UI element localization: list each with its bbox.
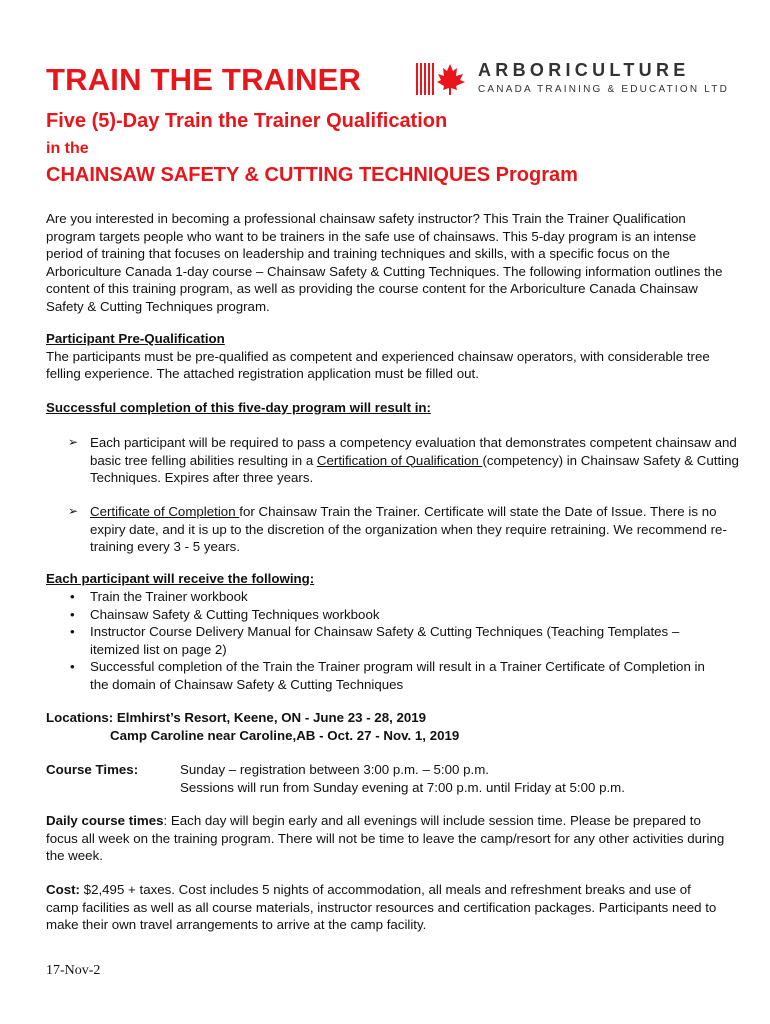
prequalification-text: The participants must be pre-qualified as competent and experienced chainsaw operators, with considerable tree felling experience. The attached registration application must be filled out. (46, 348, 710, 382)
course-times-line: Sessions will run from Sunday evening at 7:00 p.m. until Friday at 5:00 p.m. (180, 779, 625, 795)
company-logo (416, 60, 736, 100)
cost-paragraph (46, 881, 726, 934)
list-item-text: Chainsaw Safety & Cutting Techniques workbook (90, 606, 380, 622)
bullet-icon: • (70, 606, 75, 622)
logo-subtitle: CANADA TRAINING & EDUCATION LTD (478, 84, 730, 95)
bullet-icon: • (70, 589, 75, 604)
list-item-text: Successful completion of the Train the Trainer program will result in a Trainer Certificate of Completion in the domain of Chainsaw Safety & Cutting Techniques (90, 659, 705, 692)
certification-of-qualification-link: Certification of Qualification (316, 452, 483, 468)
cost-text: $2,495 + taxes. Cost includes 5 nights of accommodation, all meals and refreshment breaks and use of camp facilities as well as all course materials, instructor resources and certification packages. Participants need to make their own travel arrangements to arrive at the camp facility. (46, 882, 717, 933)
prequalification-section (46, 330, 726, 383)
list-item (68, 606, 724, 624)
receive-list (68, 588, 724, 694)
page-title: TRAIN THE TRAINER (46, 62, 362, 97)
course-times-label: Course Times: (46, 762, 139, 777)
course-times-values (180, 761, 726, 796)
daily-course-times-text: : Each day will begin early and all evenings will include session time. Please be prepared to focus all week on the training program. There will not be time to leave the camp/resort for any other activities during the week. (46, 813, 725, 864)
intro-paragraph: Are you interested in becoming a professional chainsaw safety instructor? This Train the Trainer Qualification program targets people who want to be trainers in the safe use of chainsaws. This 5-day program is an intense period of training that focuses on leadership and training techniques and skills, with a specific focus on the Arboriculture Canada 1-day course – Chainsaw Safety & Cutting Techniques. The following information outlines the content of this training program, as well as providing the course content for the Arboriculture Canada Chainsaw Safety & Cutting Techniques program. (46, 211, 723, 314)
bullet-icon: • (70, 659, 75, 675)
locations-line-2: Camp Caroline near Caroline,AB - Oct. 27 - Nov. 1, 2019 (110, 728, 460, 743)
completion-item (68, 434, 746, 487)
subtitle: Five (5)-Day Train the Trainer Qualification (46, 110, 448, 132)
daily-course-times (46, 812, 726, 865)
list-item (68, 588, 724, 606)
prequalification-heading: Participant Pre-Qualification (46, 331, 225, 346)
completion-item-text: for Chainsaw Train the Trainer. Certificate will state the Date of Issue. There is no expiry date, and it is up to the discretion of the organization when they require retraining. We recommend re-training every 3 - 5 years. (90, 504, 727, 555)
completion-item-text: (competency) in Chainsaw Safety & Cutting Techniques. Expires after three years. (90, 452, 739, 486)
list-item-text: Train the Trainer workbook (90, 589, 248, 604)
locations-line: Locations: Elmhirst’s Resort, Keene, ON - June 23 - 28, 2019 (46, 710, 427, 725)
completion-item-text: Each participant will be required to pass a competency evaluation that demonstrates competent chainsaw and basic tree felling abilities resulting in a (90, 435, 737, 468)
in-the-label: in the (46, 140, 89, 157)
arrow-bullet-icon: ➢ (68, 504, 79, 518)
program-title: CHAINSAW SAFETY & CUTTING TECHNIQUES Program (46, 164, 578, 186)
daily-course-times-label: Daily course times (46, 813, 164, 828)
list-item-text: Instructor Course Delivery Manual for Chainsaw Safety & Cutting Techniques (Teaching Templates – itemized list on page 2) (90, 624, 680, 657)
receive-heading: Each participant will receive the following: (46, 571, 315, 586)
footer-date: 17-Nov-2 (46, 963, 101, 978)
list-item (68, 658, 724, 693)
course-times-line: Sunday – registration between 3:00 p.m. – 5:00 p.m. (180, 762, 489, 777)
cost-label: Cost: (46, 882, 80, 897)
arrow-bullet-icon: ➢ (68, 435, 79, 449)
completion-item (68, 503, 746, 556)
bullet-icon: • (70, 624, 75, 640)
maple-leaf-logo-icon (416, 62, 468, 96)
logo-name: ARBORICULTURE (478, 60, 690, 80)
completion-heading: Successful completion of this five-day program will result in: (46, 400, 431, 415)
certificate-of-completion-link: Certificate of Completion (90, 504, 240, 519)
list-item (68, 623, 724, 658)
